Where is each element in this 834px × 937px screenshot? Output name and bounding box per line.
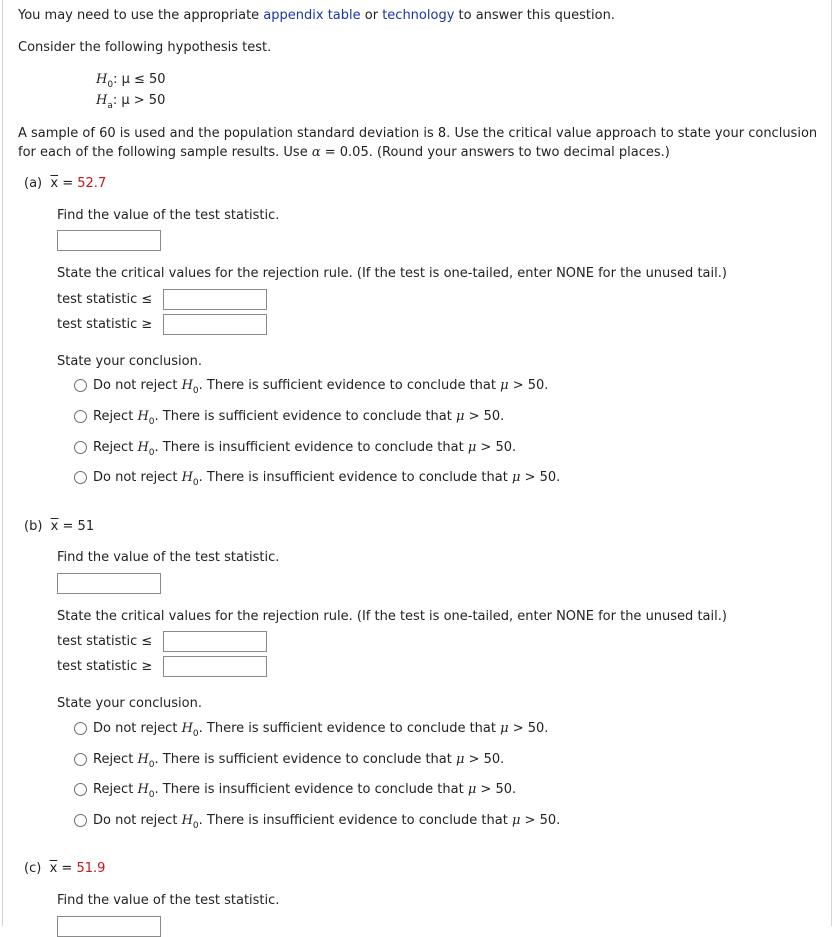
- part-b-radio-option-1[interactable]: [74, 722, 87, 735]
- ha-rest: : μ > 50: [112, 93, 166, 108]
- opt-post: . There is insufficient evidence to conclude that: [154, 782, 468, 797]
- intro-line: [18, 8, 615, 23]
- problem-line-2: [18, 145, 670, 160]
- part-b-option-2-text: [93, 752, 505, 770]
- part-a-critical-upper-input[interactable]: [163, 314, 267, 335]
- opt-h: H: [181, 721, 193, 736]
- opt-post: . There is insufficient evidence to conclude that: [198, 813, 512, 828]
- opt-sub: 0: [148, 448, 155, 458]
- intro-text-post: to answer this question.: [454, 8, 615, 23]
- opt-mu: μ: [500, 378, 509, 393]
- part-a-find-stat: Find the value of the test statistic.: [57, 208, 280, 223]
- opt-tail: > 50.: [520, 813, 561, 828]
- part-a-ts-ge-label: test statistic ≥: [57, 317, 153, 332]
- part-a-critical-instructions: State the critical values for the rejection rule. (If the test is one-tailed, enter NONE for the unused tail.): [57, 266, 727, 281]
- part-a-option-1-text: [93, 378, 549, 396]
- part-b-header: [24, 519, 94, 534]
- opt-tail: > 50.: [476, 782, 517, 797]
- part-b-test-statistic-input[interactable]: [57, 573, 161, 594]
- opt-sub: 0: [192, 821, 199, 831]
- opt-post: . There is insufficient evidence to conclude that: [198, 470, 512, 485]
- opt-h: H: [137, 440, 149, 455]
- part-a-radio-option-2[interactable]: [74, 410, 87, 423]
- opt-mu: μ: [500, 721, 509, 736]
- opt-mu: μ: [467, 440, 477, 455]
- opt-pre: Do not reject: [93, 470, 182, 485]
- part-b-critical-lower-input[interactable]: [163, 631, 267, 652]
- alternative-hypothesis: [96, 93, 166, 111]
- opt-post: . There is sufficient evidence to conclude that: [154, 752, 456, 767]
- part-a-radio-option-1[interactable]: [74, 379, 87, 392]
- part-a-radio-option-3[interactable]: [74, 441, 87, 454]
- ha-sub: a: [107, 101, 113, 111]
- opt-tail: > 50.: [520, 470, 561, 485]
- opt-sub: 0: [148, 760, 155, 770]
- opt-sub: 0: [192, 386, 199, 396]
- part-c-test-statistic-input[interactable]: [57, 916, 161, 937]
- consider-text: Consider the following hypothesis test.: [18, 40, 272, 55]
- opt-sub: 0: [148, 790, 155, 800]
- opt-tail: > 50.: [464, 752, 505, 767]
- opt-mu: μ: [455, 752, 465, 767]
- opt-h: H: [181, 813, 193, 828]
- part-b-ts-le-label: test statistic ≤: [57, 634, 153, 649]
- opt-mu: μ: [455, 409, 465, 424]
- opt-pre: Reject: [93, 409, 138, 424]
- opt-pre: Reject: [93, 782, 138, 797]
- part-a-header: [24, 176, 106, 191]
- xbar-symbol: $\overline{x}$: [50, 519, 59, 534]
- part-a-radio-option-4[interactable]: [74, 471, 87, 484]
- opt-pre: Do not reject: [93, 813, 182, 828]
- opt-tail: > 50.: [464, 409, 505, 424]
- part-b-critical-upper-input[interactable]: [163, 656, 267, 677]
- part-c-label: (c): [24, 861, 42, 876]
- null-hypothesis: [96, 72, 166, 90]
- part-a-ts-le-label: test statistic ≤: [57, 292, 153, 307]
- part-b-option-4-text: [93, 813, 561, 831]
- part-c-xbar-value: 51.9: [76, 861, 106, 876]
- part-b-conclusion-label: State your conclusion.: [57, 696, 202, 711]
- intro-text-pre: You may need to use the appropriate: [18, 8, 264, 23]
- opt-mu: μ: [467, 782, 477, 797]
- equals-sign: =: [57, 861, 77, 876]
- problem-line-2-post: = 0.05. (Round your answers to two decimal places.): [320, 145, 670, 160]
- opt-post: . There is insufficient evidence to conclude that: [154, 440, 468, 455]
- opt-tail: > 50.: [508, 378, 549, 393]
- part-a-option-3-text: [93, 440, 517, 458]
- opt-pre: Reject: [93, 440, 138, 455]
- part-b-critical-instructions: State the critical values for the rejection rule. (If the test is one-tailed, enter NONE for the unused tail.): [57, 609, 727, 624]
- opt-sub: 0: [192, 478, 199, 488]
- opt-post: . There is sufficient evidence to conclude that: [198, 378, 501, 393]
- opt-mu: μ: [511, 813, 521, 828]
- opt-h: H: [137, 752, 149, 767]
- part-b-option-1-text: [93, 721, 549, 739]
- xbar-symbol: $\overline{x}$: [50, 176, 59, 191]
- opt-pre: Reject: [93, 752, 138, 767]
- part-c-find-stat: Find the value of the test statistic.: [57, 893, 280, 908]
- part-b-xbar-value: 51: [77, 519, 95, 534]
- opt-h: H: [181, 378, 193, 393]
- part-c-header: [24, 861, 105, 876]
- opt-h: H: [181, 470, 193, 485]
- part-a-option-2-text: [93, 409, 505, 427]
- part-b-label: (b): [24, 519, 43, 534]
- part-b-radio-option-2[interactable]: [74, 753, 87, 766]
- h0-sub: 0: [107, 80, 114, 90]
- alpha-symbol: α: [311, 145, 321, 160]
- problem-line-1: A sample of 60 is used and the population standard deviation is 8. Use the critical value approach to state your conclusion: [18, 126, 818, 141]
- opt-h: H: [137, 409, 149, 424]
- part-a-option-4-text: [93, 470, 561, 488]
- equals-sign: =: [58, 519, 78, 534]
- ha-letter: H: [96, 93, 108, 108]
- part-b-find-stat: Find the value of the test statistic.: [57, 550, 280, 565]
- part-b-radio-option-3[interactable]: [74, 783, 87, 796]
- part-b-ts-ge-label: test statistic ≥: [57, 659, 153, 674]
- part-a-label: (a): [24, 176, 43, 191]
- opt-pre: Do not reject: [93, 378, 182, 393]
- opt-mu: μ: [511, 470, 521, 485]
- h0-letter: H: [96, 72, 108, 87]
- opt-sub: 0: [192, 729, 199, 739]
- technology-link[interactable]: technology: [382, 8, 455, 23]
- equals-sign: =: [58, 176, 78, 191]
- part-b-option-3-text: [93, 782, 517, 800]
- opt-tail: > 50.: [476, 440, 517, 455]
- opt-h: H: [137, 782, 149, 797]
- appendix-table-link[interactable]: appendix table: [263, 8, 361, 23]
- problem-line-2-pre: for each of the following sample results. Use: [18, 145, 312, 160]
- h0-rest: : μ ≤ 50: [113, 72, 166, 87]
- part-a-test-statistic-input[interactable]: [57, 230, 161, 251]
- opt-post: . There is sufficient evidence to conclude that: [154, 409, 456, 424]
- xbar-symbol: $\overline{x}$: [49, 861, 58, 876]
- opt-pre: Do not reject: [93, 721, 182, 736]
- opt-post: . There is sufficient evidence to conclude that: [198, 721, 501, 736]
- part-a-conclusion-label: State your conclusion.: [57, 354, 202, 369]
- part-a-xbar-value: 52.7: [77, 176, 107, 191]
- intro-text-mid: or: [360, 8, 383, 23]
- opt-sub: 0: [148, 417, 155, 427]
- opt-tail: > 50.: [508, 721, 549, 736]
- part-b-radio-option-4[interactable]: [74, 814, 87, 827]
- part-a-critical-lower-input[interactable]: [163, 289, 267, 310]
